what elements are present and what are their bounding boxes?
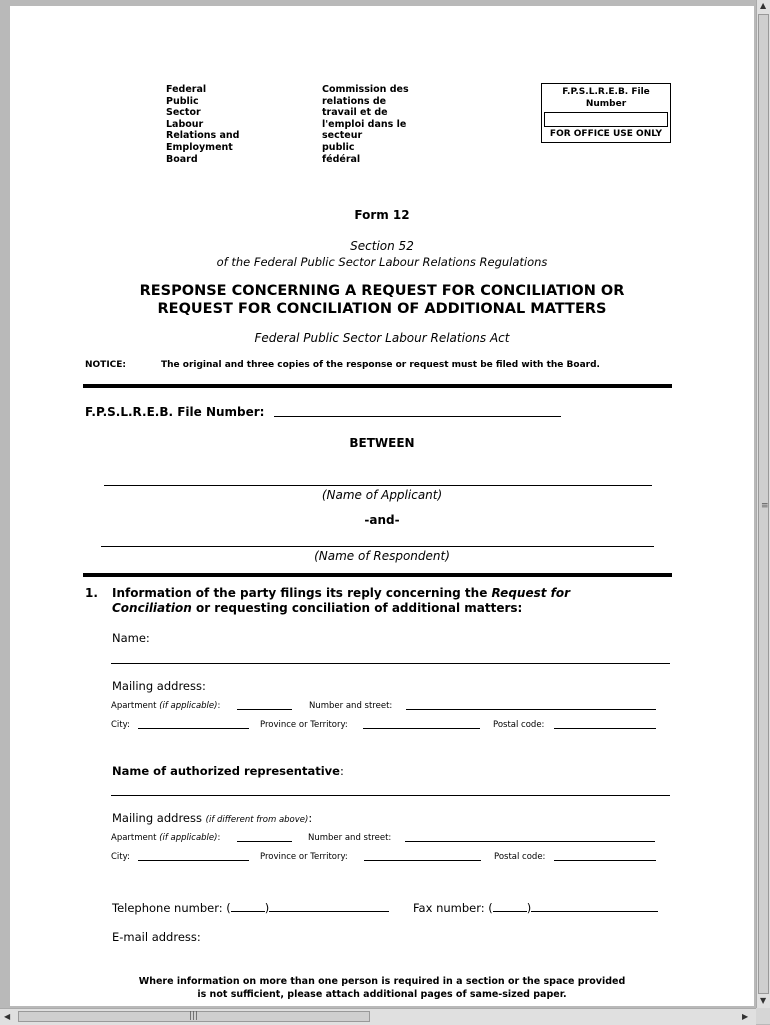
city-label: City: <box>111 720 130 730</box>
applicant-name-field[interactable] <box>104 473 652 486</box>
section-heading-text: Information of the party filings its reply concerning the <box>112 586 492 600</box>
colon: : <box>217 701 221 711</box>
colon: : <box>339 764 344 778</box>
form-title <box>10 282 754 318</box>
apartment-text: Apartment <box>111 701 157 711</box>
scrollbar-corner <box>756 1008 770 1024</box>
section-reference: Section 52 <box>350 239 414 253</box>
province-label: Province or Territory: <box>260 852 348 862</box>
footer-line: is not sufficient, please attach additional pages of same-sized paper. <box>197 989 567 1000</box>
apartment-label <box>111 833 220 843</box>
postal-code-label: Postal code: <box>493 720 545 730</box>
postal-code-field[interactable] <box>554 849 656 861</box>
fax-row: Fax number: ( ) <box>413 901 658 915</box>
representative-text: Name of authorized representative <box>112 764 340 778</box>
postal-code-label: Postal code: <box>494 852 546 862</box>
name-label: Name: <box>112 631 150 645</box>
board-name-line: secteur <box>322 130 363 142</box>
between-label: BETWEEN <box>349 436 415 450</box>
city-label: City: <box>111 852 130 862</box>
representative-label <box>112 764 344 778</box>
name-field[interactable] <box>111 651 670 664</box>
office-file-number-field[interactable] <box>544 112 668 127</box>
grip-icon: ||| <box>189 1011 199 1021</box>
board-name-line: Federal <box>166 84 207 95</box>
telephone-area-code-field[interactable] <box>231 911 265 912</box>
board-name-line: Labour <box>166 118 204 130</box>
notice-text: The original and three copies of the response or request must be filed with the Board. <box>161 360 600 370</box>
section-heading <box>112 586 632 616</box>
if-applicable-note: (if applicable) <box>159 833 218 843</box>
board-name-line: travail et de <box>322 107 388 119</box>
board-name-line: Sector <box>166 107 201 119</box>
grip-icon: ≡ <box>761 501 769 511</box>
province-field[interactable] <box>364 849 481 861</box>
regulations-reference: of the Federal Public Sector Labour Relations Regulations <box>216 255 548 269</box>
board-name-english <box>166 84 239 165</box>
board-name-line: fédéral <box>322 153 361 165</box>
scroll-down-arrow-icon[interactable]: ▼ <box>760 996 767 1005</box>
vertical-scrollbar[interactable] <box>756 0 770 1008</box>
telephone-number-field[interactable] <box>269 911 389 912</box>
file-number-label: F.P.S.L.R.E.B. File Number: <box>85 405 265 419</box>
board-name-french <box>322 84 409 165</box>
respondent-name-field[interactable] <box>101 534 654 547</box>
telephone-label: Telephone number: ( <box>112 901 231 915</box>
section-heading-italic: Request for Conciliation <box>112 586 571 615</box>
scroll-right-arrow-icon[interactable]: ▶ <box>742 1012 749 1021</box>
apartment-text: Apartment <box>111 833 157 843</box>
office-file-number-box <box>541 83 671 143</box>
board-name-line: Public <box>166 95 199 107</box>
file-box-title-line: Number <box>585 99 627 109</box>
street-label: Number and street: <box>309 701 393 711</box>
file-number-field[interactable] <box>274 404 561 417</box>
mailing-address-text: Mailing address <box>112 811 202 825</box>
apartment-label <box>111 701 220 711</box>
colon: : <box>217 833 221 843</box>
file-box-title-line: F.P.S.L.R.E.B. File <box>562 87 650 97</box>
mailing-address-2-label <box>112 811 312 825</box>
postal-code-field[interactable] <box>554 717 656 729</box>
province-label: Province or Territory: <box>260 720 348 730</box>
applicant-label: (Name of Applicant) <box>321 488 443 502</box>
board-name-line: Relations and <box>166 130 240 142</box>
mailing-address-label: Mailing address: <box>112 679 206 693</box>
street-field[interactable] <box>406 698 656 710</box>
section-divider <box>83 573 672 577</box>
email-label: E-mail address: <box>112 930 201 944</box>
and-label: -and- <box>364 513 400 527</box>
street-field[interactable] <box>405 830 655 842</box>
section-heading-text: or requesting conciliation of additional matters: <box>191 601 523 615</box>
form-number: Form 12 <box>354 208 410 222</box>
section-number: 1. <box>85 586 98 600</box>
city-field[interactable] <box>138 717 249 729</box>
scroll-up-arrow-icon[interactable]: ▲ <box>760 1 767 10</box>
form-title-line: REQUEST FOR CONCILIATION OF ADDITIONAL MATTERS <box>157 301 607 317</box>
if-different-note: (if different from above) <box>205 815 309 825</box>
horizontal-scroll-thumb[interactable] <box>18 1011 370 1022</box>
respondent-label: (Name of Respondent) <box>314 549 450 563</box>
fax-label: Fax number: ( <box>413 901 493 915</box>
section-divider <box>83 384 672 388</box>
footer-line: Where information on more than one person is required in a section or the space provided <box>138 976 626 987</box>
representative-field[interactable] <box>111 783 670 796</box>
if-applicable-note: (if applicable) <box>159 701 218 711</box>
province-field[interactable] <box>363 717 480 729</box>
file-box-title <box>542 86 670 110</box>
board-name-line: public <box>322 141 355 153</box>
city-field[interactable] <box>138 849 249 861</box>
form-title-line: RESPONSE CONCERNING A REQUEST FOR CONCILIATION OR <box>139 283 625 299</box>
board-name-line: Commission des <box>322 84 409 95</box>
scroll-left-arrow-icon[interactable]: ◀ <box>4 1012 11 1021</box>
vertical-scroll-thumb[interactable] <box>758 14 769 994</box>
horizontal-scrollbar[interactable] <box>0 1008 756 1025</box>
telephone-row: Telephone number: ( ) <box>112 901 389 915</box>
board-name-line: l'emploi dans le <box>322 118 407 130</box>
board-name-line: Board <box>166 153 198 165</box>
board-name-line: Employment <box>166 141 233 153</box>
fax-area-code-field[interactable] <box>493 911 527 912</box>
board-name-line: relations de <box>322 95 387 107</box>
apartment-field[interactable] <box>237 830 292 842</box>
street-label: Number and street: <box>308 833 392 843</box>
act-name: Federal Public Sector Labour Relations Act <box>254 331 510 345</box>
colon: : <box>308 811 313 825</box>
office-use-label: FOR OFFICE USE ONLY <box>549 129 663 139</box>
form-page <box>10 6 754 1006</box>
footer-note <box>10 975 754 1001</box>
apartment-field[interactable] <box>237 698 292 710</box>
fax-number-field[interactable] <box>531 911 658 912</box>
notice-label: NOTICE: <box>85 360 127 370</box>
